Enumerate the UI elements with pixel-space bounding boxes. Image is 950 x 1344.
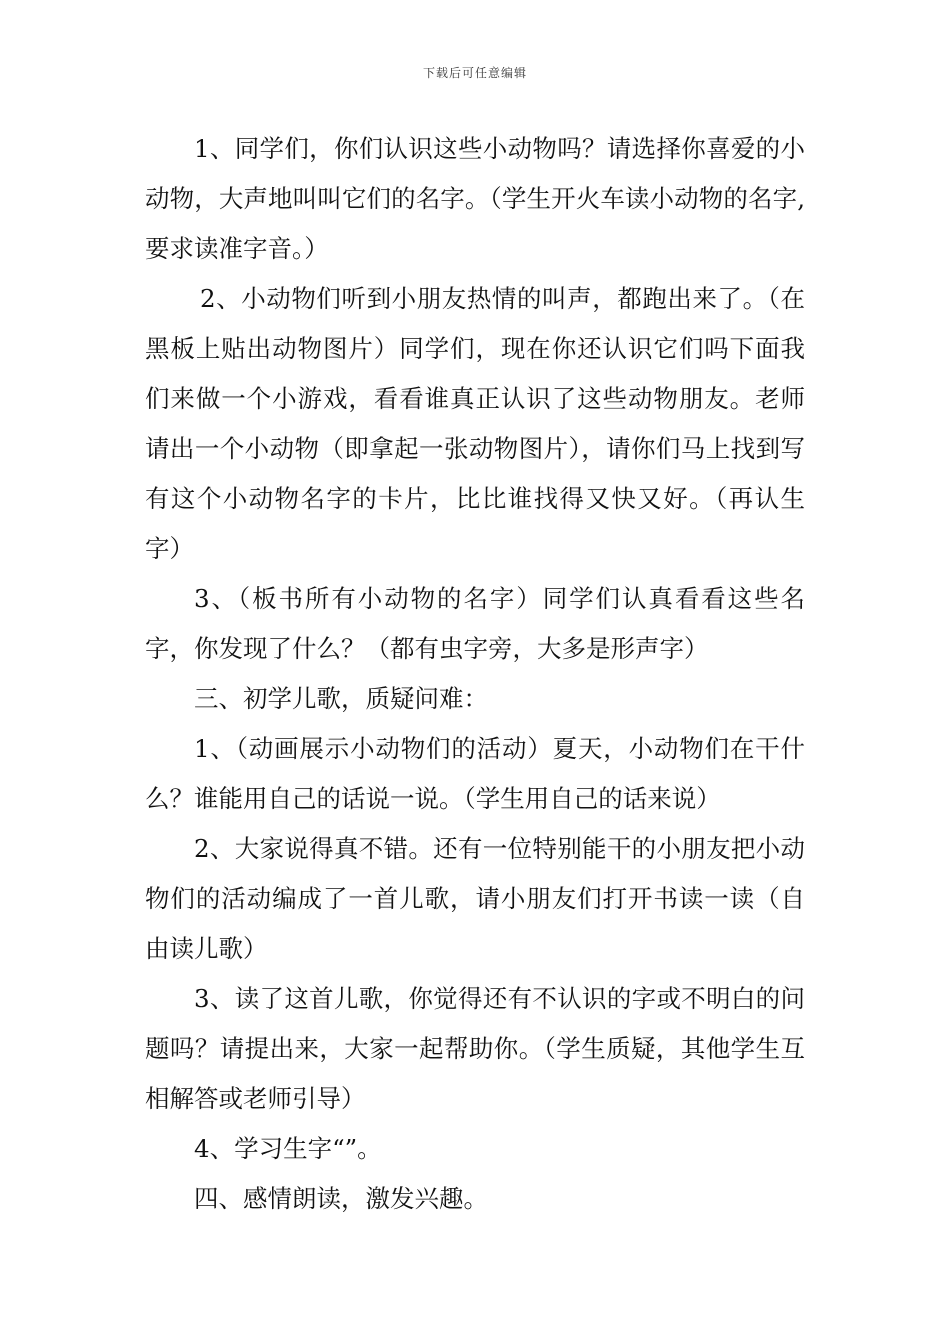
section-heading-3: 三、初学儿歌，质疑问难：	[194, 684, 488, 713]
paragraph-8: 4、学习生字“”。	[194, 1134, 382, 1163]
paragraph-7: 3、读了这首儿歌，你觉得还有不认识的字或不明白的问题吗？请提出来，大家一起帮助你。（学生质疑，其他学生互相解答或老师引导）	[145, 984, 805, 1113]
paragraph-1: 1、同学们，你们认识这些小动物吗？请选择你喜爱的小动物，大声地叫叫它们的名字。（学生开火车读小动物的名字,要求读准字音。）	[145, 134, 805, 263]
paragraph-3: 3、（板书所有小动物的名字）同学们认真看看这些名字，你发现了什么？（都有虫字旁，大多是形声字）	[145, 584, 805, 663]
paragraph-6: 2、大家说得真不错。还有一位特别能干的小朋友把小动物们的活动编成了一首儿歌，请小朋友们打开书读一读（自由读儿歌）	[145, 834, 805, 963]
document-body	[145, 124, 805, 1224]
paragraph-5: 1、（动画展示小动物们的活动）夏天，小动物们在干什么？谁能用自己的话说一说。（学生用自己的话来说）	[145, 734, 805, 813]
section-heading-4: 四、感情朗读，激发兴趣。	[194, 1184, 488, 1213]
page-header: 下载后可任意编辑	[422, 66, 527, 80]
paragraph-2: 2、小动物们听到小朋友热情的叫声，都跑出来了。（在黑板上贴出动物图片）同学们，现在你还认识它们吗下面我们来做一个小游戏，看看谁真正认识了这些动物朋友。老师请出一个小动物（即拿起一张动物图片），请你们马上找到写有这个小动物名字的卡片，比比谁找得又快又好。（再认生字）	[145, 284, 805, 563]
